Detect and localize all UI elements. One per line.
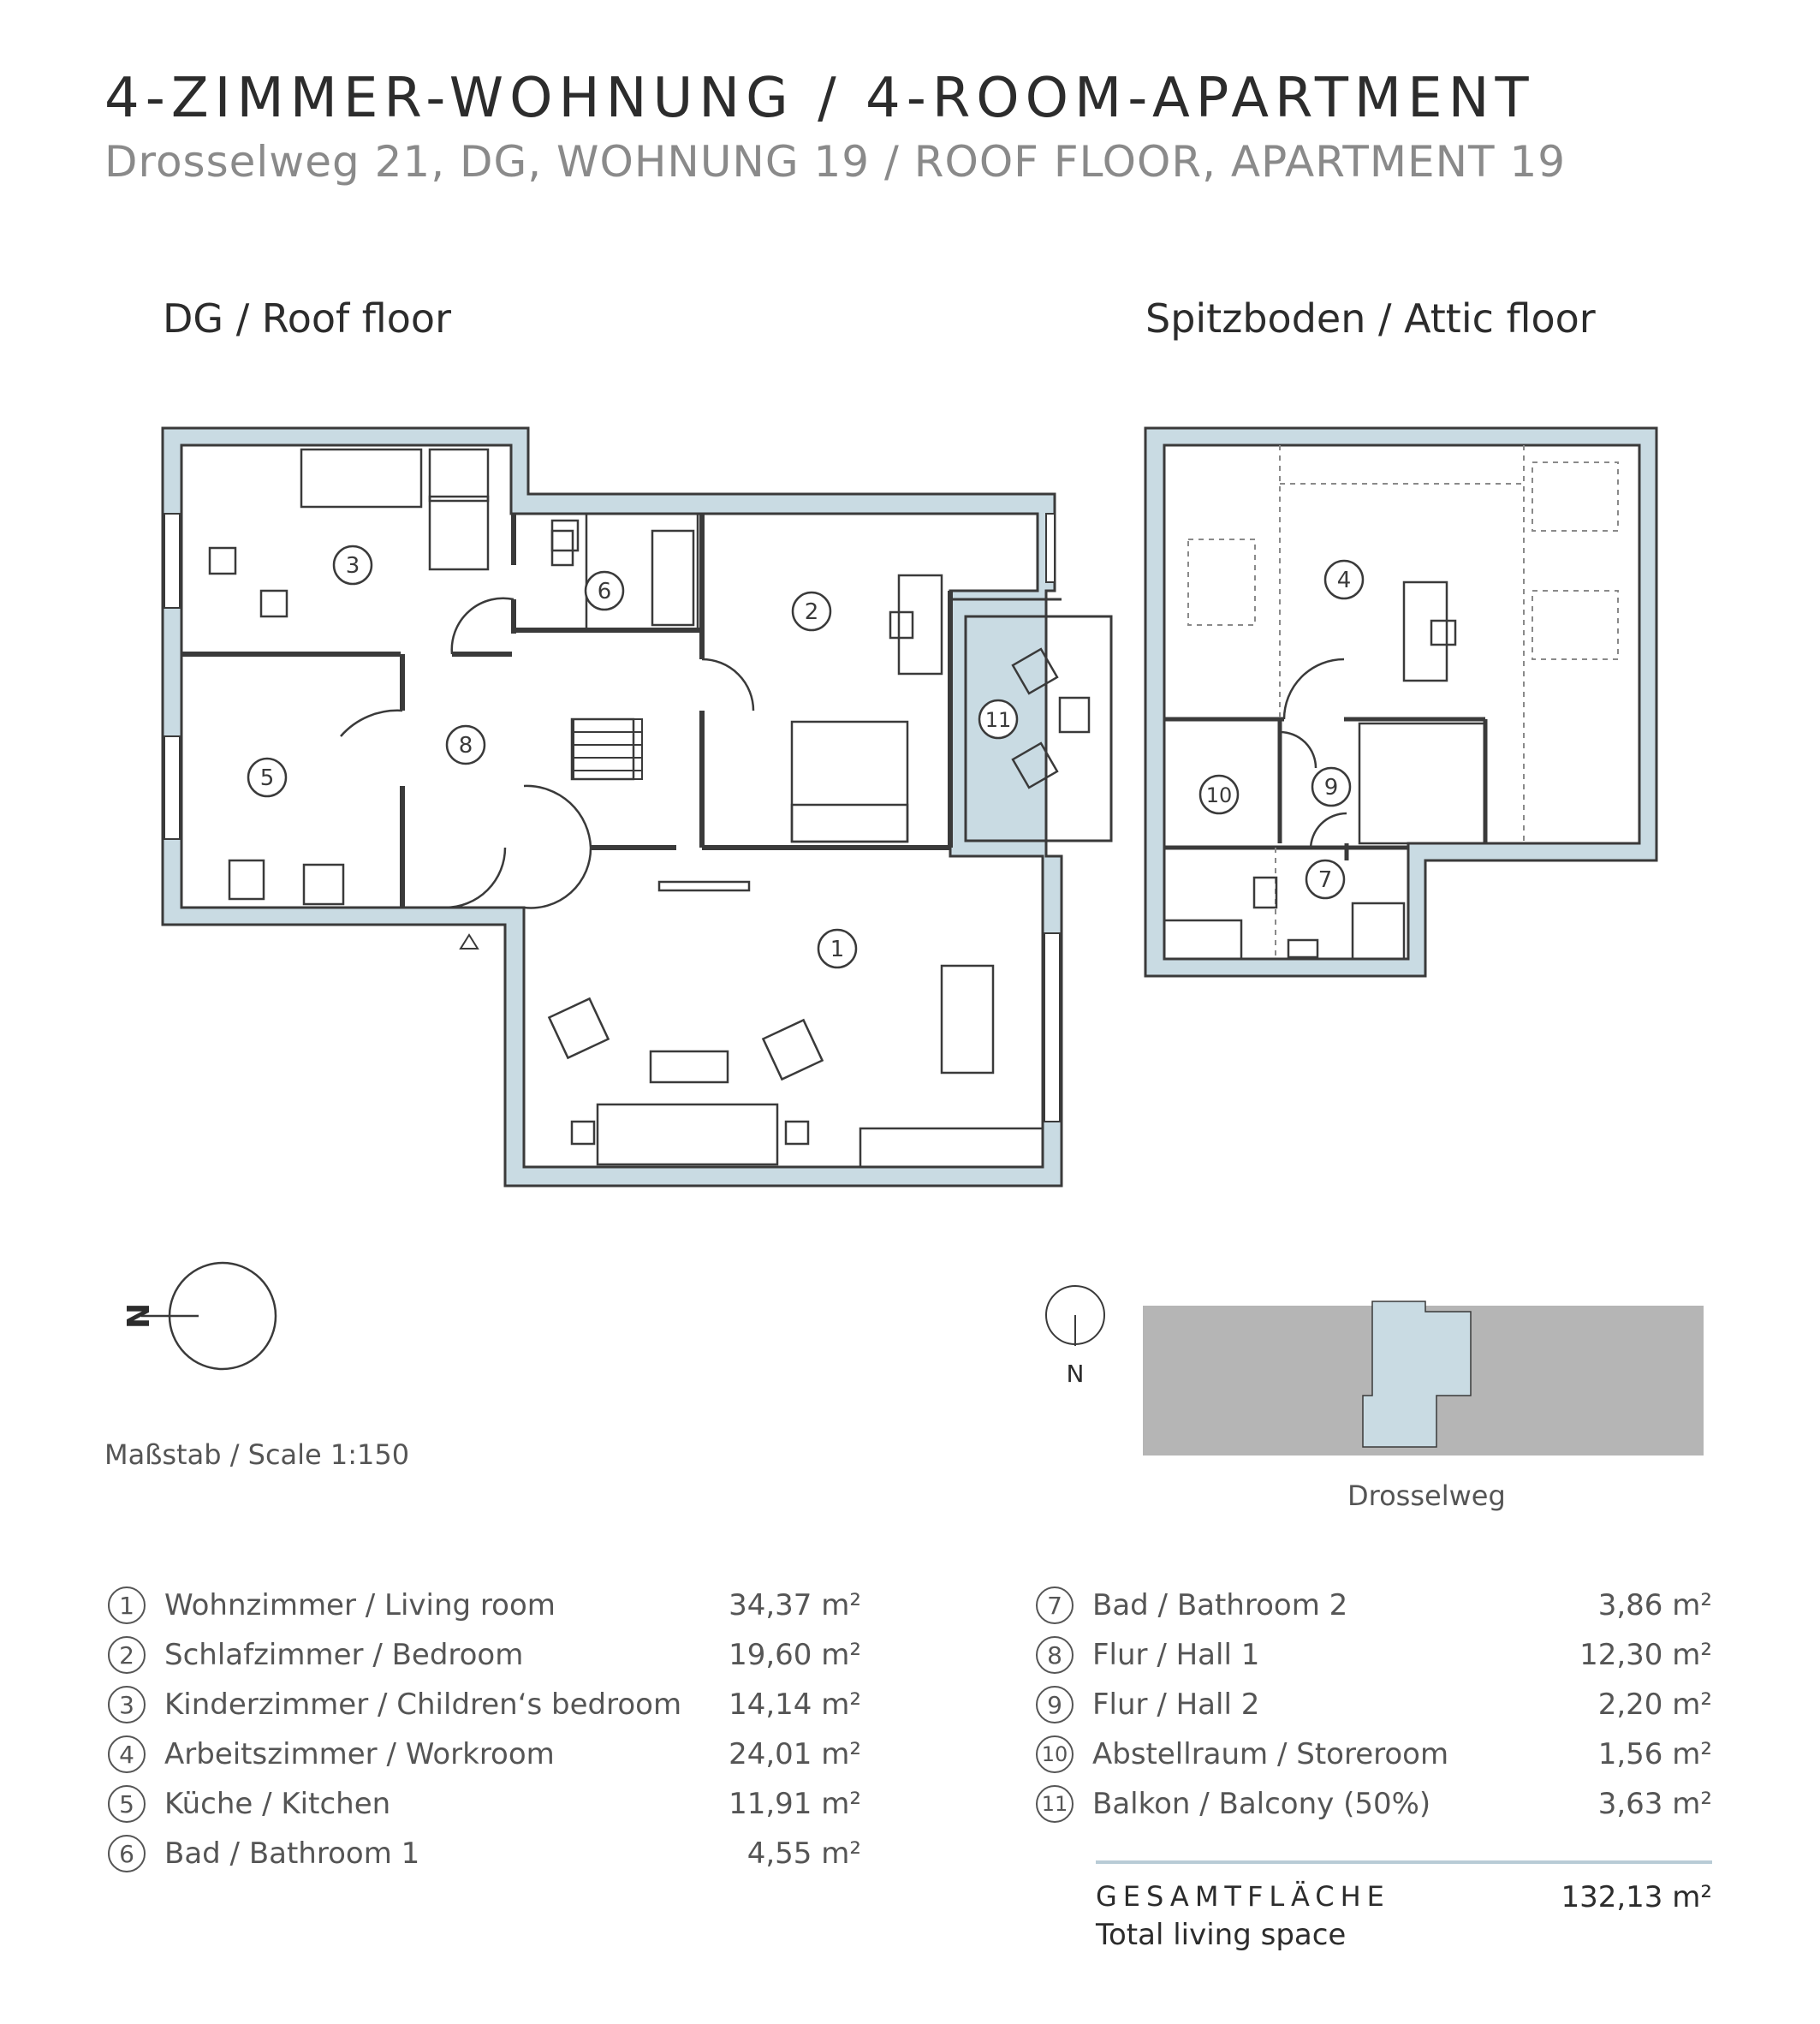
roof-floor-label: DG / Roof floor (163, 295, 451, 342)
legend-num: 7 (1036, 1586, 1074, 1624)
legend-area: 3,86 m² (1597, 1588, 1712, 1622)
legend-label: Balkon / Balcony (50%) (1092, 1787, 1431, 1821)
total-title: GESAMTFLÄCHE (1096, 1880, 1390, 1913)
legend-row (1036, 1634, 1712, 1676)
legend-area: 19,60 m² (729, 1638, 861, 1672)
legend-row (108, 1634, 861, 1676)
room-marker-3: 3 (345, 553, 360, 579)
total-subtitle: Total living space (1096, 1918, 1347, 1952)
interior-walls (181, 514, 950, 908)
legend-num: 10 (1036, 1735, 1074, 1773)
total-value: 132,13 m² (1561, 1880, 1712, 1914)
legend-area: 24,01 m² (729, 1737, 861, 1771)
legend-label: Küche / Kitchen (164, 1787, 391, 1821)
room-marker-1: 1 (830, 937, 845, 962)
legend-area: 14,14 m² (729, 1688, 861, 1722)
legend-row (108, 1733, 861, 1776)
legend-num: 3 (108, 1686, 146, 1723)
attic-floor-label: Spitzboden / Attic floor (1145, 295, 1596, 342)
legend-label: Flur / Hall 2 (1092, 1688, 1260, 1722)
legend-label: Wohnzimmer / Living room (164, 1588, 556, 1622)
room-marker-5: 5 (259, 765, 275, 791)
legend-row (108, 1683, 861, 1726)
room-marker-2: 2 (804, 599, 819, 625)
legend-num: 8 (1036, 1636, 1074, 1674)
legend-label: Schlafzimmer / Bedroom (164, 1638, 524, 1672)
legend-row (1036, 1733, 1712, 1776)
entrance-marker (461, 935, 478, 949)
room-marker-10: 10 (1205, 783, 1233, 807)
page-subtitle: Drosselweg 21, DG, WOHNUNG 19 / ROOF FLOOR, APARTMENT 19 (104, 137, 1567, 187)
compass-small-n: N (1066, 1360, 1085, 1388)
roof-floor-walls (163, 428, 1062, 1186)
legend-area: 11,91 m² (729, 1787, 861, 1821)
legend-num: 1 (108, 1586, 146, 1624)
room-marker-6: 6 (597, 579, 612, 604)
scale-label: Maßstab / Scale 1:150 (104, 1438, 410, 1471)
legend-label: Flur / Hall 1 (1092, 1638, 1260, 1672)
room-marker-7: 7 (1317, 867, 1333, 893)
legend-label: Bad / Bathroom 1 (164, 1836, 420, 1871)
attic-door-swings (1280, 659, 1347, 849)
room-marker-9: 9 (1323, 775, 1339, 801)
legend-area: 1,56 m² (1597, 1737, 1712, 1771)
page-title: 4-ZIMMER-WOHNUNG / 4-ROOM-APARTMENT (104, 67, 1535, 130)
legend-area: 3,63 m² (1597, 1787, 1712, 1821)
legend-num: 2 (108, 1636, 146, 1674)
compass-large (141, 1263, 276, 1369)
room-marker-11: 11 (984, 708, 1012, 732)
legend-row (108, 1832, 861, 1875)
legend-row (108, 1783, 861, 1825)
legend-num: 6 (108, 1835, 146, 1872)
legend-area: 34,37 m² (729, 1588, 861, 1622)
legend-num: 5 (108, 1785, 146, 1823)
legend-area: 2,20 m² (1597, 1688, 1712, 1722)
legend-num: 11 (1036, 1785, 1074, 1823)
attic-dashed-lines (1188, 445, 1618, 959)
legend-label: Abstellraum / Storeroom (1092, 1737, 1449, 1771)
attic-floor-walls (1145, 428, 1656, 976)
room-marker-4: 4 (1336, 568, 1352, 593)
staircase (574, 719, 642, 779)
legend-row (1036, 1683, 1712, 1726)
legend-area: 4,55 m² (746, 1836, 861, 1871)
legend-row (1036, 1584, 1712, 1627)
room-marker-8: 8 (458, 733, 473, 759)
legend-label: Bad / Bathroom 2 (1092, 1588, 1348, 1622)
street-label: Drosselweg (1347, 1479, 1506, 1512)
legend-area: 12,30 m² (1579, 1638, 1712, 1672)
legend-num: 4 (108, 1735, 146, 1773)
compass-small (1046, 1286, 1104, 1346)
compass-large-n: N (119, 1302, 154, 1330)
legend-label: Arbeitszimmer / Workroom (164, 1737, 555, 1771)
legend-num: 9 (1036, 1686, 1074, 1723)
legend-row (108, 1584, 861, 1627)
legend-row (1036, 1783, 1712, 1825)
legend-label: Kinderzimmer / Children‘s bedroom (164, 1688, 682, 1722)
